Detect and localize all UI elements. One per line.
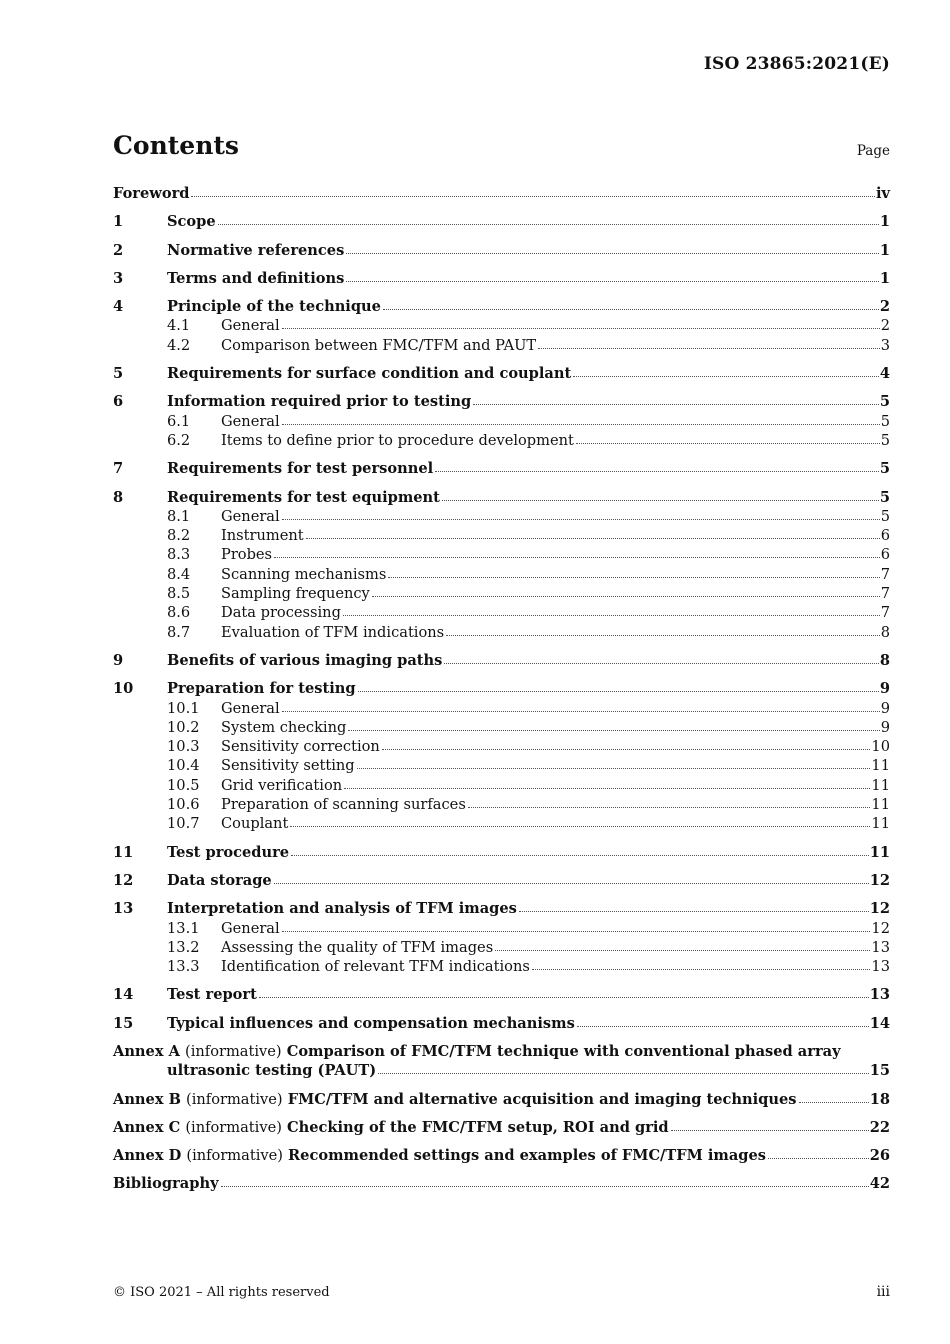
dot-leader [344, 788, 870, 789]
toc-number: 7 [113, 460, 124, 478]
toc-number: 12 [113, 871, 134, 889]
dot-leader [218, 224, 879, 225]
toc-subpage: 5 [880, 412, 890, 430]
dot-leader [573, 376, 879, 377]
annex-informative: (informative) [186, 1147, 283, 1165]
toc-sublabel: Preparation of scanning surfaces [221, 796, 466, 814]
dot-leader [576, 443, 880, 444]
dot-leader [282, 931, 871, 932]
toc-page: 1 [879, 241, 890, 259]
dot-leader [435, 471, 879, 472]
annex-title: Recommended settings and examples of FMC/TFM images [288, 1147, 766, 1165]
toc-row[interactable] [113, 985, 890, 1004]
page-number: iii [876, 1284, 890, 1300]
table-of-contents [113, 184, 890, 1203]
toc-entry [113, 651, 890, 670]
toc-subpage: 13 [871, 958, 890, 976]
toc-row[interactable] [113, 364, 890, 383]
toc-number: 13 [113, 900, 134, 918]
toc-subpage: 13 [871, 938, 890, 956]
toc-entry [113, 843, 890, 862]
toc-subnumber: 8.1 [167, 507, 191, 525]
toc-label: Bibliography [113, 1175, 219, 1193]
toc-label: Requirements for surface condition and couplant [167, 365, 572, 383]
dot-leader [357, 768, 871, 769]
toc-entry-bibliography [113, 1174, 890, 1193]
dot-leader [519, 911, 869, 912]
toc-number: 5 [113, 365, 124, 383]
toc-subpage: 2 [880, 317, 890, 335]
toc-entry [113, 269, 890, 288]
toc-subpage: 5 [880, 431, 890, 449]
toc-subnumber: 8.4 [167, 565, 191, 583]
toc-subrow[interactable] [113, 603, 890, 622]
annex-title: Comparison of FMC/TFM technique with conventional phased array [286, 1042, 841, 1060]
toc-label: Terms and definitions [167, 269, 345, 287]
toc-page: 12 [869, 900, 890, 918]
toc-subrow[interactable] [113, 623, 890, 642]
toc-sublabel: Comparison between FMC/TFM and PAUT [221, 336, 537, 354]
toc-label: Benefits of various imaging paths [167, 651, 443, 669]
toc-number: 2 [113, 241, 124, 259]
toc-subrow[interactable] [113, 584, 890, 603]
toc-subnumber: 10.4 [167, 757, 200, 775]
toc-subrow[interactable] [113, 795, 890, 814]
toc-sublabel: Couplant [221, 815, 289, 833]
toc-subpage: 11 [871, 757, 890, 775]
toc-sublabel: General [221, 317, 280, 335]
toc-subpage: 7 [880, 565, 890, 583]
toc-sublabel: Instrument [221, 527, 304, 545]
dot-leader [538, 348, 880, 349]
dot-leader [346, 253, 879, 254]
toc-row[interactable] [113, 1146, 890, 1165]
toc-row[interactable] [113, 269, 890, 288]
toc-subnumber: 8.7 [167, 623, 191, 641]
toc-page: 5 [879, 460, 890, 478]
toc-subnumber: 6.1 [167, 412, 191, 430]
toc-subrow[interactable] [113, 776, 890, 795]
toc-row[interactable] [113, 899, 890, 918]
toc-page: 14 [869, 1014, 890, 1032]
toc-entry [113, 871, 890, 890]
toc-subrow[interactable] [113, 938, 890, 957]
dot-leader [306, 538, 880, 539]
toc-page: 26 [869, 1147, 890, 1165]
toc-row[interactable] [113, 679, 890, 698]
toc-page: 22 [869, 1118, 890, 1136]
toc-sublabel: Data processing [221, 604, 341, 622]
toc-sublabel: Sampling frequency [221, 585, 370, 603]
toc-row[interactable] [113, 184, 890, 203]
copyright-notice: © ISO 2021 – All rights reserved [113, 1285, 330, 1300]
toc-number: 14 [113, 986, 134, 1004]
toc-sublabel: Items to define prior to procedure development [221, 431, 574, 449]
annex-informative: (informative) [185, 1118, 282, 1136]
toc-subpage: 3 [880, 336, 890, 354]
toc-subnumber: 10.2 [167, 718, 200, 736]
annex-title-continued: ultrasonic testing (PAUT) [167, 1062, 377, 1080]
dot-leader [442, 500, 879, 501]
annex-prefix: Annex A [113, 1042, 180, 1060]
toc-label: Typical influences and compensation mechanisms [167, 1014, 575, 1032]
toc-page: 42 [869, 1175, 890, 1193]
dot-leader [291, 855, 869, 856]
toc-entry [113, 899, 890, 976]
toc-subpage: 11 [871, 815, 890, 833]
toc-entry [113, 241, 890, 260]
toc-subrow[interactable] [113, 756, 890, 775]
toc-row[interactable] [113, 651, 890, 670]
annex-informative: (informative) [185, 1042, 282, 1060]
dot-leader [343, 615, 880, 616]
toc-row[interactable] [113, 212, 890, 231]
toc-entry-annex-d [113, 1146, 890, 1165]
dot-leader [577, 1026, 869, 1027]
toc-number: 4 [113, 298, 124, 316]
toc-label: Normative references [167, 241, 345, 259]
toc-subrow[interactable] [113, 316, 890, 335]
toc-subrow[interactable] [113, 507, 890, 526]
toc-sublabel: General [221, 919, 280, 937]
toc-row[interactable] [113, 241, 890, 260]
toc-entry-annex-b [113, 1090, 890, 1109]
toc-entry [113, 679, 890, 833]
toc-row[interactable] [113, 459, 890, 478]
toc-label: Scope [167, 213, 216, 231]
toc-subnumber: 13.3 [167, 958, 200, 976]
dot-leader [468, 807, 871, 808]
toc-entry-foreword [113, 184, 890, 203]
toc-page: 11 [869, 843, 890, 861]
toc-entry [113, 297, 890, 355]
dot-leader [282, 424, 880, 425]
dot-leader [274, 557, 880, 558]
dot-leader [346, 281, 878, 282]
toc-subnumber: 10.3 [167, 738, 200, 756]
toc-subrow[interactable] [113, 545, 890, 564]
toc-label: Foreword [113, 185, 190, 202]
toc-label: Interpretation and analysis of TFM images [167, 900, 517, 918]
dot-leader [259, 997, 869, 998]
toc-entry [113, 488, 890, 642]
toc-subpage: 6 [880, 546, 890, 564]
toc-page: 12 [869, 871, 890, 889]
toc-subpage: 6 [880, 527, 890, 545]
toc-subnumber: 4.1 [167, 317, 191, 335]
toc-subpage: 8 [880, 623, 890, 641]
toc-row[interactable] [113, 1118, 890, 1137]
toc-subrow[interactable] [113, 737, 890, 756]
toc-page: 4 [879, 365, 890, 383]
toc-subrow[interactable] [113, 336, 890, 355]
toc-entry [113, 1014, 890, 1033]
annex-title: FMC/TFM and alternative acquisition and imaging techniques [287, 1090, 797, 1108]
toc-label: Data storage [167, 871, 272, 889]
annex-prefix: Annex D [113, 1147, 182, 1165]
dot-leader [282, 328, 880, 329]
toc-entry [113, 212, 890, 231]
toc-sublabel: Evaluation of TFM indications [221, 623, 445, 641]
toc-row[interactable] [113, 1042, 890, 1061]
toc-label: Principle of the technique [167, 298, 381, 316]
toc-subrow[interactable] [113, 957, 890, 976]
toc-entry [113, 459, 890, 478]
toc-sublabel: Sensitivity correction [221, 738, 380, 756]
toc-row[interactable] [113, 843, 890, 862]
toc-row[interactable] [113, 1014, 890, 1033]
toc-number: 6 [113, 393, 124, 411]
dot-leader [282, 519, 880, 520]
toc-page: 1 [879, 213, 890, 231]
toc-subnumber: 8.3 [167, 546, 191, 564]
dot-leader [388, 577, 879, 578]
toc-number: 8 [113, 488, 124, 506]
toc-label: Requirements for test personnel [167, 460, 434, 478]
toc-subnumber: 10.1 [167, 699, 200, 717]
dot-leader [473, 404, 879, 405]
toc-subpage: 9 [880, 718, 890, 736]
toc-page: 5 [879, 393, 890, 411]
toc-subrow[interactable] [113, 814, 890, 833]
dot-leader [444, 663, 878, 664]
toc-sublabel: General [221, 699, 280, 717]
toc-subnumber: 13.1 [167, 919, 200, 937]
page-column-label: Page [856, 143, 890, 159]
toc-sublabel: Probes [221, 546, 273, 564]
toc-subpage: 7 [880, 604, 890, 622]
annex-title: Checking of the FMC/TFM setup, ROI and grid [287, 1118, 669, 1136]
toc-subnumber: 6.2 [167, 431, 191, 449]
dot-leader [768, 1158, 869, 1159]
toc-label: Test procedure [167, 843, 290, 861]
dot-leader [532, 969, 871, 970]
toc-sublabel: Grid verification [221, 776, 343, 794]
toc-number: 11 [113, 843, 134, 861]
toc-sublabel: Identification of relevant TFM indications [221, 958, 530, 976]
annex-informative: (informative) [186, 1090, 283, 1108]
dot-leader [446, 635, 880, 636]
toc-label: Preparation for testing [167, 680, 356, 698]
toc-page: 15 [869, 1062, 890, 1080]
toc-label: Requirements for test equipment [167, 488, 440, 506]
dot-leader [671, 1130, 869, 1131]
dot-leader [382, 749, 871, 750]
toc-page: 2 [879, 298, 890, 316]
toc-page: 5 [879, 488, 890, 506]
toc-subrow[interactable] [113, 699, 890, 718]
toc-number: 9 [113, 651, 124, 669]
toc-subnumber: 8.6 [167, 604, 191, 622]
dot-leader [348, 730, 879, 731]
toc-subpage: 11 [871, 796, 890, 814]
toc-row[interactable] [113, 392, 890, 411]
toc-subrow[interactable] [113, 526, 890, 545]
toc-entry [113, 392, 890, 450]
toc-sublabel: Scanning mechanisms [221, 565, 387, 583]
annex-prefix: Annex C [113, 1118, 181, 1136]
toc-number: 1 [113, 213, 124, 231]
toc-subrow[interactable] [113, 919, 890, 938]
toc-subpage: 9 [880, 699, 890, 717]
toc-label: Information required prior to testing [167, 393, 472, 411]
dot-leader [290, 826, 870, 827]
toc-page: 18 [869, 1090, 890, 1108]
toc-entry-annex-a [113, 1042, 890, 1081]
toc-page: 13 [869, 986, 890, 1004]
toc-subrow[interactable] [113, 431, 890, 450]
toc-sublabel: Sensitivity setting [221, 757, 355, 775]
dot-leader [274, 883, 869, 884]
toc-row[interactable] [113, 1090, 890, 1109]
toc-subnumber: 13.2 [167, 938, 200, 956]
toc-subrow[interactable] [113, 565, 890, 584]
document-id: ISO 23865:2021(E) [703, 54, 890, 74]
dot-leader [221, 1186, 869, 1187]
toc-entry-annex-c [113, 1118, 890, 1137]
toc-subpage: 11 [871, 776, 890, 794]
toc-subnumber: 10.5 [167, 776, 200, 794]
dot-leader [358, 691, 879, 692]
toc-page: iv [875, 185, 890, 202]
toc-number: 15 [113, 1014, 134, 1032]
toc-sublabel: General [221, 412, 280, 430]
dot-leader [372, 596, 880, 597]
toc-subrow[interactable] [113, 412, 890, 431]
toc-row[interactable] [113, 871, 890, 890]
toc-number: 10 [113, 680, 134, 698]
toc-sublabel: System checking [221, 718, 347, 736]
dot-leader [282, 711, 880, 712]
toc-subpage: 10 [871, 738, 890, 756]
toc-page: 1 [879, 269, 890, 287]
dot-leader [383, 309, 879, 310]
toc-subnumber: 10.6 [167, 796, 200, 814]
toc-sublabel: Assessing the quality of TFM images [221, 938, 494, 956]
dot-leader [191, 196, 875, 197]
toc-subnumber: 8.2 [167, 527, 191, 545]
toc-row[interactable] [113, 1174, 890, 1193]
dot-leader [799, 1102, 869, 1103]
toc-subnumber: 4.2 [167, 336, 191, 354]
toc-subrow[interactable] [113, 718, 890, 737]
toc-entry [113, 364, 890, 383]
toc-page: 9 [879, 680, 890, 698]
toc-row[interactable] [113, 1061, 890, 1080]
toc-label: Test report [167, 986, 257, 1004]
toc-entry [113, 985, 890, 1004]
dot-leader [378, 1073, 869, 1074]
toc-subpage: 5 [880, 507, 890, 525]
toc-page: 8 [879, 651, 890, 669]
toc-row[interactable] [113, 297, 890, 316]
toc-sublabel: General [221, 507, 280, 525]
toc-row[interactable] [113, 488, 890, 507]
toc-number: 3 [113, 269, 124, 287]
toc-subnumber: 10.7 [167, 815, 200, 833]
toc-subpage: 12 [871, 919, 890, 937]
page-title: Contents [113, 131, 240, 160]
annex-prefix: Annex B [113, 1090, 181, 1108]
dot-leader [495, 950, 870, 951]
toc-subpage: 7 [880, 585, 890, 603]
toc-subnumber: 8.5 [167, 585, 191, 603]
